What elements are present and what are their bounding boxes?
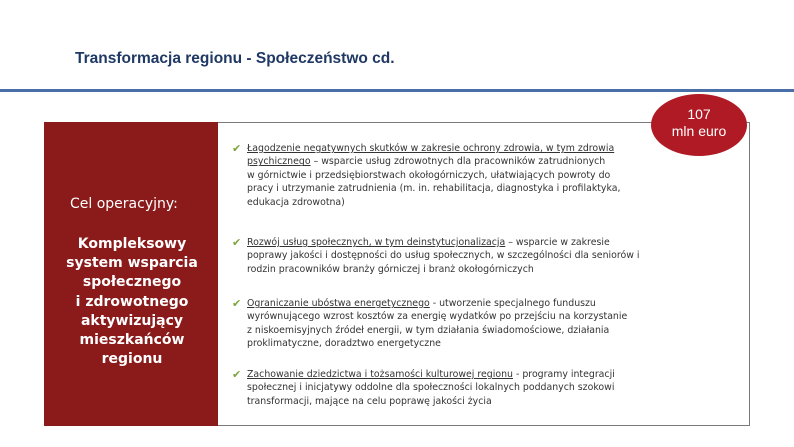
item-heading: Rozwój usług społecznych, w tym deinstytucjonalizacja <box>247 237 506 248</box>
objective-label: Cel operacyjny: <box>70 196 178 212</box>
item-text: – wsparcie w zakresie <box>505 237 610 248</box>
budget-badge <box>651 94 747 156</box>
objective-line: mieszkańców <box>79 332 185 349</box>
item-line: wyrównującego wzrost kosztów za energię wydatków po przejściu na korzystanie <box>247 311 628 323</box>
checkmark-icon: ✔ <box>232 368 242 381</box>
item-heading: psychicznego <box>247 156 311 168</box>
budget-unit: mln euro <box>671 123 727 139</box>
budget-amount: 107 <box>687 106 711 122</box>
item-line: społecznej i inicjatywy oddolne dla społeczności lokalnych poddanych szokowi <box>247 382 615 394</box>
checkmark-icon: ✔ <box>232 236 242 249</box>
item-line: poprawy jakości i dostępności do usług społecznych, w szczególności dla seniorów i <box>247 250 640 262</box>
objective-line: Kompleksowy <box>77 236 187 252</box>
slide-title: Transformacja regionu - Społeczeństwo cd. <box>75 50 395 67</box>
item-text: - utworzenie specjalnego funduszu <box>429 298 596 309</box>
item-line: pracy i utrzymanie zatrudnienia (m. in. rehabilitacja, diagnostyka i profilaktyka, <box>247 183 621 195</box>
item-text: – wsparcie usług zdrowotnych dla pracowników zatrudnionych <box>310 156 606 168</box>
item-line: proklimatyczne, doradztwo energetyczne <box>247 338 441 350</box>
item-text: - programy integracji <box>513 369 615 380</box>
objective-line: system wsparcia <box>66 255 198 272</box>
item-line: transformacji, mające na celu poprawę jakości życia <box>247 395 492 407</box>
item-heading: Zachowanie dziedzictwa i tożsamości kulturowej regionu <box>247 369 513 380</box>
objective-line: aktywizujący <box>80 312 184 329</box>
checkmark-icon: ✔ <box>232 142 242 155</box>
item-line: w górnictwie i przedsiębiorstwach okołogórniczych, ułatwiających powroty do <box>247 169 611 181</box>
objective-line: społecznego <box>82 274 182 291</box>
item-heading: Ograniczanie ubóstwa energetycznego <box>247 298 430 309</box>
checkmark-icon: ✔ <box>232 297 242 310</box>
title-divider <box>0 89 794 92</box>
objective-text <box>52 235 212 369</box>
item-line: z niskoemisyjnych źródeł energii, w tym działania świadomościowe, działania <box>247 324 610 336</box>
item-heading: Łagodzenie negatywnych skutków w zakresie ochrony zdrowia, w tym zdrowia <box>247 143 615 154</box>
objective-line: i zdrowotnego <box>75 293 189 310</box>
item-line: rodzin pracowników branży górniczej i branż okołogórniczych <box>247 263 534 275</box>
item-line: edukacja zdrowotna) <box>247 196 345 208</box>
objective-line: regionu <box>101 351 163 368</box>
